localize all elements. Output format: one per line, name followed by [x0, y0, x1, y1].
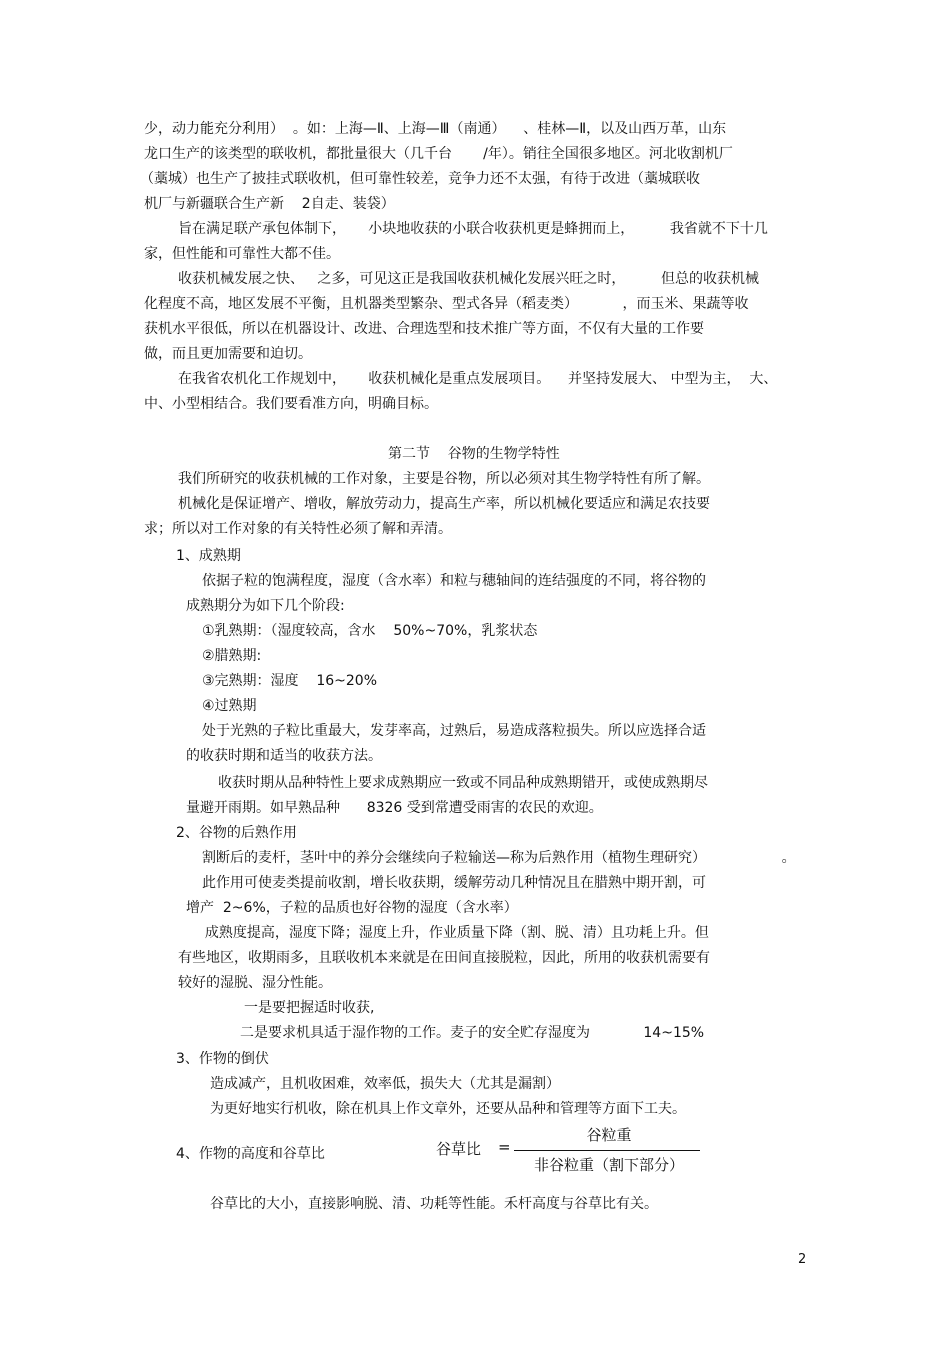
text-line: 旨在满足联产承包体制下， 小块地收获的小联合收获机更是蜂拥而上， 我省就不下十几: [178, 221, 768, 237]
text-line: 一是要把握适时收获,: [244, 1000, 375, 1016]
text-line: （藁城）也生产了披挂式联收机，但可靠性较差，竞争力还不太强，有待于改进（藁城联收: [140, 171, 700, 187]
text-line: 此作用可使麦类提前收割，增长收获期，缓解劳动几种情况且在腊熟中期开割，可: [202, 875, 706, 891]
item-heading: 4、作物的高度和谷草比: [176, 1146, 325, 1162]
text-line: 机厂与新疆联合生产新 2自走、装袋）: [144, 196, 395, 212]
text-line: 机械化是保证增产、增收，解放劳动力，提高生产率，所以机械化要适应和满足农技要: [178, 496, 710, 512]
text-line: 造成减产，且机收困难，效率低，损失大（尤其是漏割）: [210, 1076, 560, 1092]
page-number: 2: [798, 1252, 807, 1267]
text-line: 求；所以对工作对象的有关特性必须了解和弄清。: [144, 521, 452, 537]
text-line: 较好的湿脱、湿分性能。: [178, 975, 332, 991]
list-item: ②腊熟期:: [202, 648, 262, 664]
formula-numerator: 谷粒重: [586, 1126, 632, 1144]
text-line: 我们所研究的收获机械的工作对象，主要是谷物，所以必须对其生物学特性有所了解。: [178, 471, 710, 487]
item-heading: 3、作物的倒伏: [176, 1051, 269, 1067]
text-line: 收获机械发展之快、 之多，可见这正是我国收获机械化发展兴旺之时， 但总的收获机械: [178, 271, 759, 287]
grain-straw-ratio-formula: [436, 1124, 706, 1180]
text-line: 在我省农机化工作规划中， 收获机械化是重点发展项目。 并坚持发展大、 中型为主， 大、: [178, 371, 778, 387]
formula-denominator: 非谷粒重（割下部分）: [533, 1156, 684, 1174]
text-line: 家，但性能和可靠性大都不佳。: [144, 246, 340, 262]
text-line: 为更好地实行机收，除在机具上作文章外，还要从品种和管理等方面下工夫。: [210, 1101, 686, 1117]
text-line: 龙口生产的该类型的联收机，都批量很大（几千台 /年）。销往全国很多地区。河北收割机厂: [144, 146, 733, 162]
item-heading: 2、谷物的后熟作用: [176, 825, 297, 841]
text-line: 谷草比的大小，直接影响脱、清、功耗等性能。禾杆高度与谷草比有关。: [210, 1196, 658, 1212]
text-line: 有些地区，收期雨多，且联收机本来就是在田间直接脱粒，因此，所用的收获机需要有: [178, 950, 710, 966]
text-line: 的收获时期和适当的收获方法。: [186, 748, 382, 764]
text-line: 依据子粒的饱满程度，湿度（含水率）和粒与穗轴间的连结强度的不同，将谷物的: [202, 573, 706, 589]
text-line: 增产 2~6%，子粒的品质也好谷物的湿度（含水率）: [186, 900, 518, 916]
formula-equals: =: [498, 1138, 511, 1156]
text-line: 处于光熟的子粒比重最大，发芽率高，过熟后，易造成落粒损失。所以应选择合适: [202, 723, 706, 739]
text-line: 成熟期分为如下几个阶段:: [186, 598, 345, 614]
text-line: 成熟度提高，湿度下降；湿度上升，作业质量下降（割、脱、清）且功耗上升。但: [196, 925, 709, 941]
text-line: 少，动力能充分利用） 。如：上海—Ⅱ、上海—Ⅲ（南通） 、桂林—Ⅱ，以及山西万革，山东: [144, 121, 727, 137]
text-line: 中、小型相结合。我们要看准方向，明确目标。: [144, 396, 438, 412]
text-line: 获机水平很低，所以在机器设计、改进、合理选型和技术推广等方面，不仅有大量的工作要: [144, 321, 704, 337]
text-line: 割断后的麦杆，茎叶中的养分会继续向子粒输送—称为后熟作用（植物生理研究） 。: [202, 850, 796, 866]
text-line: 做，而且更加需要和迫切。: [144, 346, 312, 362]
section-title: 第二节 谷物的生物学特性: [388, 446, 560, 462]
list-item: ④过熟期: [202, 698, 257, 714]
item-heading: 1、成熟期: [176, 548, 241, 564]
text-line: 收获时期从品种特性上要求成熟期应一致或不同品种成熟期错开，或使成熟期尽: [218, 775, 708, 791]
list-item: ①乳熟期：（湿度较高，含水 50%~70%，乳浆状态: [202, 623, 538, 639]
formula-label: 谷草比: [436, 1140, 482, 1158]
fraction-bar: [514, 1150, 700, 1151]
text-line: 二是要求机具适于湿作物的工作。麦子的安全贮存湿度为 14~15%: [240, 1025, 705, 1041]
text-line: 化程度不高，地区发展不平衡，且机器类型繁杂、型式各异（稻麦类） ，而玉米、果蔬等收: [144, 296, 749, 312]
text-line: 量避开雨期。如早熟品种 8326 受到常遭受雨害的农民的欢迎。: [186, 800, 603, 816]
list-item: ③完熟期：湿度 16~20%: [202, 673, 378, 689]
